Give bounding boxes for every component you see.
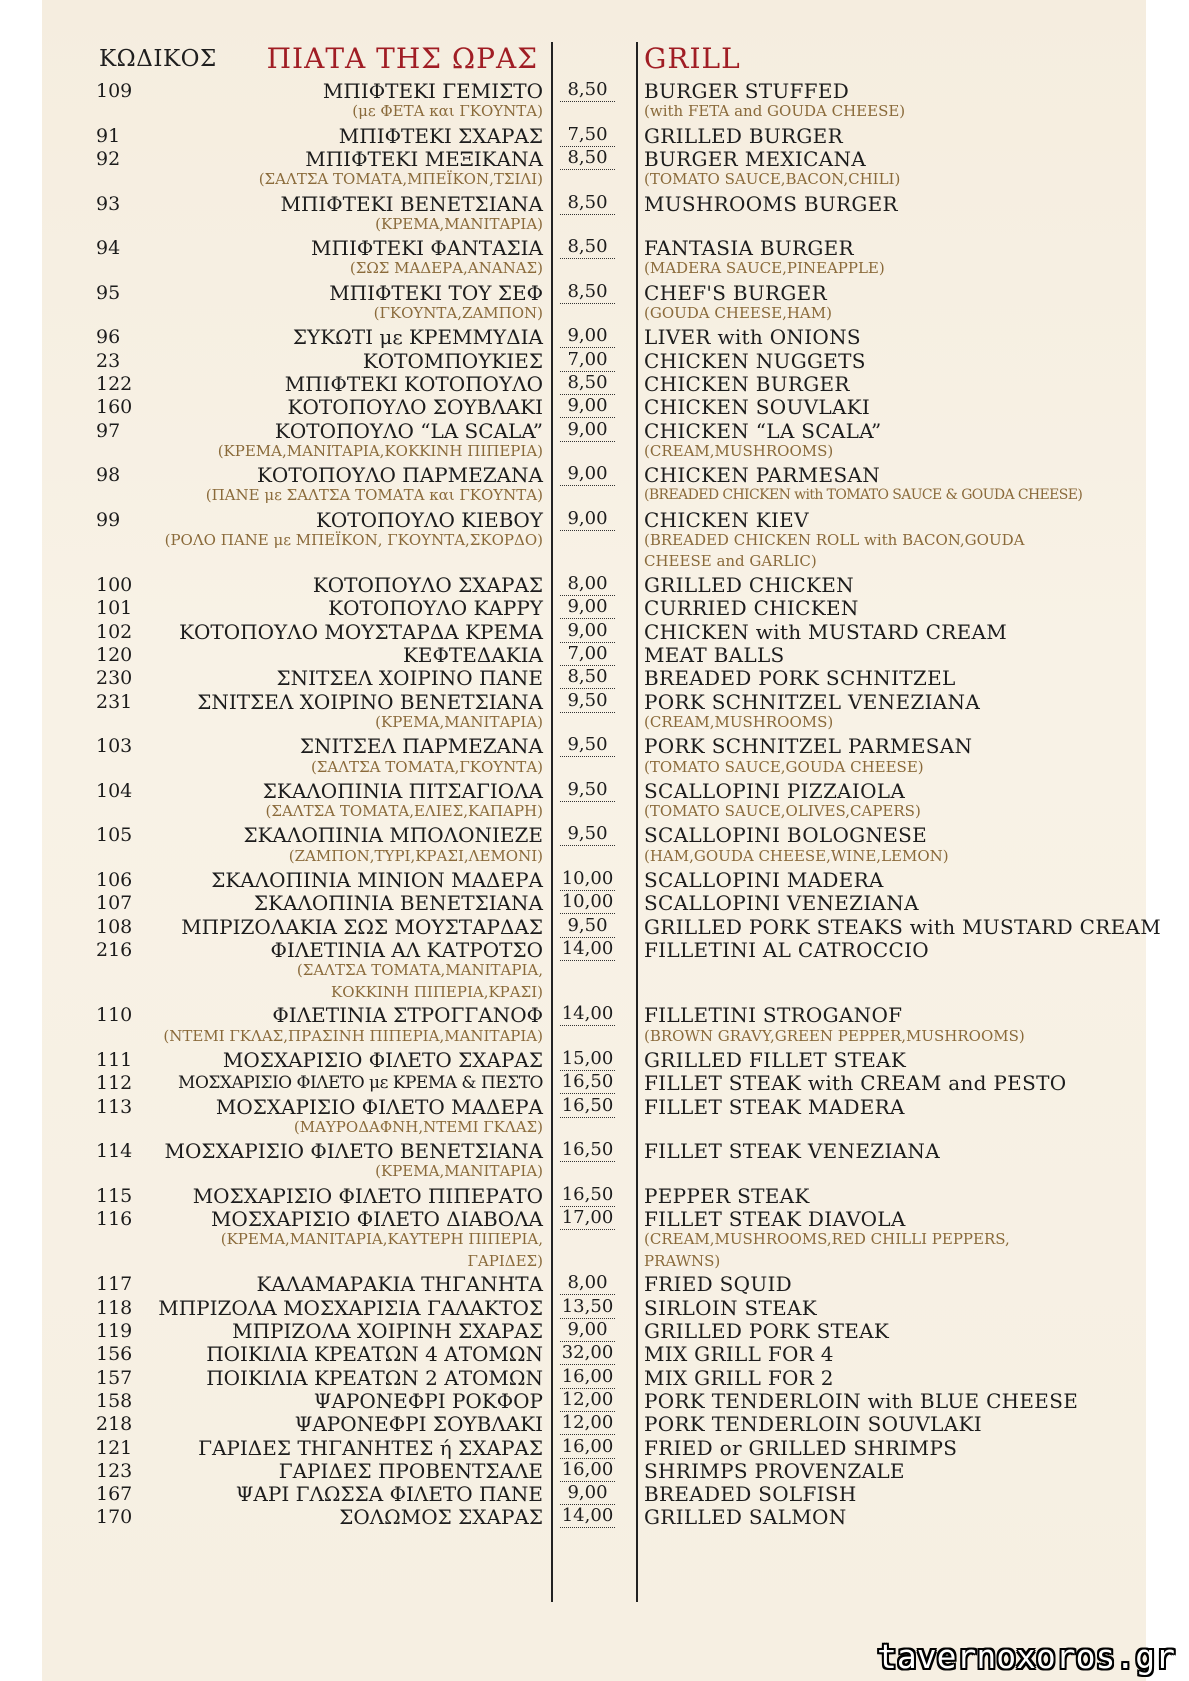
item-price: 32,00	[561, 1342, 614, 1364]
item-name-english: GRILLED BURGER	[644, 123, 843, 148]
item-name-english: FRIED or GRILLED SHRIMPS	[644, 1435, 958, 1460]
item-name-greek: ΜΠΡΙΖΟΛΑ ΧΟΙΡΙΝΗ ΣΧΑΡΑΣ	[232, 1319, 543, 1343]
menu-item-row	[0, 1071, 1189, 1095]
item-code: 119	[96, 1320, 133, 1342]
menu-item-row	[0, 938, 1189, 962]
item-price: 9,00	[560, 395, 615, 418]
menu-item-row	[0, 823, 1189, 847]
item-code: 23	[96, 349, 121, 372]
item-name-english: MIX GRILL FOR 4	[644, 1342, 834, 1367]
item-code: 121	[96, 1436, 133, 1459]
item-name-greek: ΚΟΤΟΜΠΟΥΚΙΕΣ	[362, 348, 543, 373]
item-price: 9,00	[560, 419, 615, 442]
item-name-english: BURGER STUFFED	[644, 79, 850, 103]
item-note-greek: (ΓΚΟΥΝΤΑ,ΖΑΜΠΟΝ)	[373, 304, 543, 322]
item-price: 14,00	[561, 937, 614, 959]
item-price: 15,00	[561, 1047, 614, 1069]
item-name-greek: ΜΟΣΧΑΡΙΣΙΟ ΦΙΛΕΤΟ με ΚΡΕΜΑ & ΠΕΣΤΟ	[178, 1073, 543, 1094]
menu-item-row	[0, 1412, 1189, 1436]
item-name-english: GRILLED SALMON	[644, 1505, 847, 1530]
item-price: 8,50	[560, 281, 615, 304]
item-price: 8,00	[560, 573, 615, 596]
item-note-row	[0, 530, 1189, 550]
item-name-english: CHEF'S BURGER	[644, 280, 827, 305]
item-name-english: LIVER with ONIONS	[644, 325, 861, 350]
item-note-english: (GOUDA CHEESE,HAM)	[644, 304, 832, 322]
item-code: 107	[96, 892, 133, 915]
menu-item-row	[0, 1272, 1189, 1296]
item-name-english: SCALLOPINI VENEZIANA	[644, 891, 919, 916]
item-code: 120	[96, 644, 133, 666]
item-name-greek: ΜΟΣΧΑΡΙΣΙΟ ΦΙΛΕΤΟ ΠΙΠΕΡΑΤΟ	[192, 1183, 543, 1208]
menu-item-row	[0, 779, 1189, 803]
item-price: 8,50	[560, 372, 615, 395]
item-price: 16,00	[561, 1365, 614, 1387]
item-note-greek: (ΝΤΕΜΙ ΓΚΛΑΣ,ΠΡΑΣΙΝΗ ΠΙΠΕΡΙΑ,ΜΑΝΙΤΑΡΙΑ)	[163, 1026, 543, 1045]
item-price: 8,50	[560, 236, 615, 259]
item-price: 7,00	[560, 643, 615, 666]
item-name-greek: ΣΝΙΤΣΕΛ ΠΑΡΜΕΖΑΝΑ	[299, 734, 543, 759]
item-name-greek: ΜΠΙΦΤΕΚΙ ΓΕΜΙΣΤΟ	[322, 79, 543, 103]
item-name-english: CHICKEN NUGGETS	[644, 348, 866, 373]
item-name-english: BURGER MEXICANA	[644, 146, 867, 171]
item-note-greek: (ΚΡΕΜΑ,ΜΑΝΙΤΑΡΙΑ,ΚΟΚΚΙΝΗ ΠΙΠΕΡΙΑ)	[217, 441, 543, 460]
item-price: 16,50	[561, 1071, 614, 1093]
menu-item-row	[0, 573, 1189, 597]
item-name-greek: ΚΟΤΟΠΟΥΛΟ ΜΟΥΣΤΑΡΔΑ ΚΡΕΜΑ	[179, 619, 543, 644]
item-name-greek: ΜΟΣΧΑΡΙΣΙΟ ΦΙΛΕΤΟ ΒΕΝΕΤΣΙΑΝΑ	[164, 1139, 543, 1164]
item-price: 9,00	[560, 463, 615, 486]
item-code: 114	[96, 1140, 133, 1163]
item-note-english: (CREAM,MUSHROOMS,RED CHILLI PEPPERS,	[644, 1230, 1010, 1249]
item-code: 216	[96, 938, 133, 961]
item-price: 9,50	[560, 690, 615, 713]
item-name-greek: ΓΑΡΙΔΕΣ ΤΗΓΑΝΗΤΕΣ ή ΣΧΑΡΑΣ	[198, 1435, 543, 1460]
menu-item-row	[0, 891, 1189, 915]
item-code: 156	[96, 1343, 133, 1366]
item-name-greek: ΠΟΙΚΙΛΙΑ ΚΡΕΑΤΩΝ 2 ΑΤΟΜΩΝ	[206, 1365, 543, 1390]
item-note-greek: (ΣΑΛΤΣΑ ΤΟΜΑΤΑ,ΕΛΙΕΣ,ΚΑΠΑΡΗ)	[265, 802, 543, 821]
item-name-greek: ΜΠΙΦΤΕΚΙ ΒΕΝΕΤΣΙΑΝΑ	[280, 191, 543, 216]
item-name-english: PORK TENDERLOIN with BLUE CHEESE	[644, 1388, 1079, 1413]
menu-item-row	[0, 349, 1189, 373]
item-note-greek: (ΡΟΛΟ ΠΑΝΕ με ΜΠΕΪΚΟΝ, ΓΚΟΥΝΤΑ,ΣΚΟΡΔΟ)	[164, 531, 543, 549]
item-price: 9,00	[560, 1319, 615, 1342]
item-name-english: SCALLOPINI BOLOGNESE	[644, 823, 928, 848]
item-note-greek: (ΚΡΕΜΑ,ΜΑΝΙΤΑΡΙΑ)	[375, 712, 543, 731]
item-name-english: CHICKEN with MUSTARD CREAM	[644, 619, 1007, 644]
item-name-greek: ΦΙΛΕΤΙΝΙΑ ΣΤΡΟΓΓΑΝΟΦ	[272, 1003, 543, 1028]
item-code: 109	[96, 80, 133, 102]
menu-item-row	[0, 325, 1189, 349]
item-price: 9,50	[560, 779, 615, 802]
item-note-english: (with FETA and GOUDA CHEESE)	[644, 102, 906, 121]
item-name-english: MIX GRILL FOR 2	[644, 1365, 834, 1390]
item-name-greek: ΠΟΙΚΙΛΙΑ ΚΡΕΑΤΩΝ 4 ΑΤΟΜΩΝ	[206, 1342, 543, 1367]
item-name-greek: ΚΟΤΟΠΟΥΛΟ ΣΧΑΡΑΣ	[312, 573, 543, 598]
item-name-english: FILLETINI STROGANOF	[644, 1003, 903, 1028]
item-note-row	[0, 846, 1189, 866]
item-price: 10,00	[561, 868, 614, 889]
item-note-row	[0, 169, 1189, 189]
item-code: 101	[96, 597, 133, 620]
item-note-english: (TOMATO SAUCE,BACON,CHILI)	[644, 170, 901, 189]
menu-item-row	[0, 666, 1189, 690]
code-column-header: ΚΩΔΙΚΟΣ	[99, 46, 217, 72]
item-name-greek: ΜΠΙΦΤΕΚΙ ΣΧΑΡΑΣ	[338, 123, 543, 148]
menu-item-row	[0, 372, 1189, 396]
item-code: 116	[96, 1208, 133, 1230]
greek-section-title: ΠΙΑΤΑ ΤΗΣ ΩΡΑΣ	[266, 42, 538, 75]
item-name-english: FILLET STEAK with CREAM and PESTO	[644, 1071, 1067, 1096]
item-name-english: CHICKEN PARMESAN	[644, 463, 880, 488]
item-note-greek: ΓΑΡΙΔΕΣ)	[467, 1251, 543, 1270]
item-name-greek: ΣΚΑΛΟΠΙΝΙΑ ΜΙΝΙΟΝ ΜΑΔΕΡΑ	[211, 868, 543, 892]
menu-item-row	[0, 124, 1189, 148]
item-code: 97	[96, 419, 121, 442]
item-name-greek: ΣΚΑΛΟΠΙΝΙΑ ΠΙΤΣΑΓΙΟΛΑ	[262, 778, 543, 803]
item-note-greek: (ΖΑΜΠΟΝ,ΤΥΡΙ,ΚΡΑΣΙ,ΛΕΜΟΝΙ)	[288, 846, 543, 865]
item-name-greek: ΚΟΤΟΠΟΥΛΟ ΚΙΕΒΟΥ	[315, 507, 543, 532]
item-code: 170	[96, 1506, 133, 1529]
item-code: 157	[96, 1366, 133, 1389]
item-name-english: BREADED SOLFISH	[644, 1482, 857, 1507]
menu-item-row	[0, 147, 1189, 171]
item-name-english: GRILLED PORK STEAK	[644, 1319, 890, 1343]
item-code: 108	[96, 915, 133, 938]
item-code: 102	[96, 620, 133, 643]
item-price: 9,50	[560, 823, 615, 846]
item-note-english: (HAM,GOUDA CHEESE,WINE,LEMON)	[644, 846, 949, 865]
item-name-english: FILLET STEAK MADERA	[644, 1094, 905, 1119]
item-note-english: (BREADED CHICKEN with TOMATO SAUCE & GOUDA CHEESE)	[644, 487, 1083, 504]
menu-item-row	[0, 620, 1189, 644]
item-note-greek: (ΚΡΕΜΑ,ΜΑΝΙΤΑΡΙΑ)	[375, 1162, 543, 1181]
item-name-english: FANTASIA BURGER	[644, 236, 854, 261]
item-name-greek: ΜΟΣΧΑΡΙΣΙΟ ΦΙΛΕΤΟ ΜΑΔΕΡΑ	[215, 1094, 543, 1119]
item-price: 10,00	[561, 891, 614, 913]
item-name-english: CHICKEN BURGER	[644, 371, 850, 396]
item-price: 9,00	[560, 508, 615, 531]
menu-item-row	[0, 1207, 1189, 1231]
item-note-english: (BROWN GRAVY,GREEN PEPPER,MUSHROOMS)	[644, 1026, 1025, 1045]
item-code: 103	[96, 735, 133, 758]
menu-item-row	[0, 690, 1189, 714]
item-note-greek: (ΣΑΛΤΣΑ ΤΟΜΑΤΑ,ΓΚΟΥΝΤΑ)	[310, 757, 543, 776]
item-name-english: MEAT BALLS	[644, 643, 785, 667]
item-note-row	[0, 960, 1189, 980]
item-price: 16,00	[561, 1435, 614, 1457]
item-note-row	[0, 982, 1189, 1002]
watermark: tavernoxoros.gr	[876, 1637, 1175, 1676]
item-name-english: MUSHROOMS BURGER	[644, 191, 898, 216]
item-name-english: FRIED SQUID	[644, 1272, 793, 1297]
item-name-english: PORK SCHNITZEL PARMESAN	[644, 734, 973, 759]
item-name-english: PEPPER STEAK	[644, 1183, 810, 1208]
item-code: 95	[96, 281, 121, 304]
item-price: 9,00	[560, 596, 615, 619]
item-note-row	[0, 1251, 1189, 1271]
item-name-greek: ΚΟΤΟΠΟΥΛΟ ΠΑΡΜΕΖΑΝΑ	[256, 463, 543, 488]
menu-item-row	[0, 1139, 1189, 1163]
item-note-english: CHEESE and GARLIC)	[644, 552, 817, 571]
item-code: 231	[96, 690, 133, 713]
item-name-english: CHICKEN SOUVLAKI	[644, 395, 871, 420]
item-code: 99	[96, 508, 121, 531]
item-price: 16,50	[561, 1094, 614, 1116]
item-code: 123	[96, 1459, 133, 1482]
item-note-greek: (ΠΑΝΕ με ΣΑΛΤΣΑ ΤΟΜΑΤΑ και ΓΚΟΥΝΤΑ)	[205, 486, 543, 505]
item-note-row	[0, 1117, 1189, 1137]
item-note-english: (CREAM,MUSHROOMS)	[644, 712, 834, 731]
item-name-greek: ΚΕΦΤΕΔΑΚΙΑ	[402, 643, 543, 667]
item-name-greek: ΨΑΡΟΝΕΦΡΙ ΣΟΥΒΛΑΚΙ	[294, 1412, 543, 1437]
item-name-greek: ΜΟΣΧΑΡΙΣΙΟ ΦΙΛΕΤΟ ΔΙΑΒΟΛΑ	[210, 1207, 543, 1231]
item-name-english: SCALLOPINI MADERA	[644, 868, 884, 892]
item-price: 16,50	[561, 1139, 614, 1161]
menu-item-row	[0, 1366, 1189, 1390]
item-code: 158	[96, 1389, 133, 1412]
item-name-greek: ΜΠΙΦΤΕΚΙ ΦΑΝΤΑΣΙΑ	[311, 236, 543, 261]
item-name-english: FILLET STEAK VENEZIANA	[644, 1139, 940, 1164]
item-name-english: SHRIMPS PROVENZALE	[644, 1458, 905, 1483]
item-name-english: BREADED PORK SCHNITZEL	[644, 666, 956, 691]
item-code: 218	[96, 1413, 133, 1436]
item-note-row	[0, 303, 1189, 323]
item-code: 160	[96, 396, 133, 419]
menu-item-row	[0, 868, 1189, 892]
item-note-greek: (ΣΑΛΤΣΑ ΤΟΜΑΤΑ,ΜΠΕΪΚΟΝ,ΤΣΙΛΙ)	[258, 170, 543, 189]
menu-item-row	[0, 643, 1189, 667]
item-name-greek: ΦΙΛΕΤΙΝΙΑ ΑΛ ΚΑΤΡΟΤΣΟ	[270, 937, 543, 962]
menu-item-row	[0, 915, 1189, 939]
menu-item-row	[0, 236, 1189, 260]
item-note-row	[0, 214, 1189, 234]
item-name-greek: ΣΝΙΤΣΕΛ ΧΟΙΡΙΝΟ ΠΑΝΕ	[276, 666, 543, 691]
item-note-english: (CREAM,MUSHROOMS)	[644, 441, 834, 460]
item-name-english: GRILLED PORK STEAKS with MUSTARD CREAM	[644, 914, 1162, 939]
item-code: 92	[96, 147, 121, 170]
item-name-greek: ΜΟΣΧΑΡΙΣΙΟ ΦΙΛΕΤΟ ΣΧΑΡΑΣ	[222, 1047, 543, 1072]
item-name-english: SIRLOIN STEAK	[644, 1295, 818, 1320]
item-name-greek: ΚΟΤΟΠΟΥΛΟ ΚΑΡΡΥ	[328, 596, 543, 621]
item-name-english: FILLETINI AL CATROCCIO	[644, 937, 929, 962]
item-note-greek: (ΜΑΥΡΟΔΑΦΝΗ,ΝΤΕΜΙ ΓΚΛΑΣ)	[293, 1117, 543, 1136]
item-note-row	[0, 712, 1189, 732]
item-name-english: CHICKEN KIEV	[644, 507, 809, 532]
menu-item-row	[0, 734, 1189, 758]
item-name-english: PORK SCHNITZEL VENEZIANA	[644, 689, 981, 714]
menu-item-row	[0, 463, 1189, 487]
item-price: 9,00	[560, 1482, 615, 1505]
item-name-greek: ΓΑΡΙΔΕΣ ΠΡΟΒΕΝΤΣΑΛΕ	[278, 1458, 543, 1483]
item-code: 94	[96, 237, 121, 260]
item-price: 9,00	[560, 620, 615, 643]
menu-item-row	[0, 79, 1189, 103]
item-name-english: CHICKEN “LA SCALA”	[644, 418, 882, 443]
item-note-row	[0, 258, 1189, 278]
menu-item-row	[0, 596, 1189, 620]
item-code: 117	[96, 1273, 133, 1296]
item-code: 112	[96, 1072, 133, 1095]
item-name-greek: ΣΚΑΛΟΠΙΝΙΑ ΒΕΝΕΤΣΙΑΝΑ	[253, 891, 543, 916]
item-name-english: FILLET STEAK DIAVOLA	[644, 1207, 906, 1231]
item-price: 14,00	[561, 1003, 614, 1025]
item-name-english: GRILLED CHICKEN	[644, 573, 854, 598]
item-note-row	[0, 101, 1189, 121]
item-code: 100	[96, 574, 133, 597]
item-name-greek: ΨΑΡΙ ΓΛΩΣΣΑ ΦΙΛΕΤΟ ΠΑΝΕ	[235, 1482, 543, 1507]
item-note-row	[0, 757, 1189, 777]
item-price: 8,50	[560, 147, 615, 170]
item-price: 14,00	[561, 1505, 614, 1527]
item-name-greek: ΚΟΤΟΠΟΥΛΟ ΣΟΥΒΛΑΚΙ	[287, 395, 543, 420]
item-price: 17,00	[561, 1207, 614, 1228]
menu-item-row	[0, 1459, 1189, 1483]
item-note-english: PRAWNS)	[644, 1251, 721, 1270]
item-name-greek: ΜΠΡΙΖΟΛΑ ΜΟΣΧΑΡΙΣΙΑ ΓΑΛΑΚΤΟΣ	[158, 1295, 543, 1320]
menu-item-row	[0, 1296, 1189, 1320]
item-note-row	[0, 441, 1189, 461]
item-code: 104	[96, 779, 133, 802]
menu-item-row	[0, 508, 1189, 532]
item-code: 96	[96, 326, 121, 349]
menu-item-row	[0, 1436, 1189, 1460]
item-note-row	[0, 1161, 1189, 1181]
item-code: 110	[96, 1004, 133, 1027]
english-section-title: GRILL	[644, 42, 741, 75]
item-price: 13,50	[561, 1295, 614, 1317]
menu-item-row	[0, 1003, 1189, 1027]
item-name-greek: ΜΠΙΦΤΕΚΙ ΤΟΥ ΣΕΦ	[329, 280, 543, 305]
item-note-row	[0, 801, 1189, 821]
item-price: 9,50	[560, 915, 615, 938]
item-price: 8,50	[560, 79, 615, 102]
item-price: 8,00	[560, 1272, 615, 1295]
menu-item-row	[0, 1342, 1189, 1366]
menu-item-row	[0, 192, 1189, 216]
item-name-greek: ΣΚΑΛΟΠΙΝΙΑ ΜΠΟΛΟΝΙΕΖΕ	[243, 823, 543, 848]
item-price: 9,00	[560, 325, 615, 348]
item-name-greek: ΜΠΡΙΖΟΛΑΚΙΑ ΣΩΣ ΜΟΥΣΤΑΡΔΑΣ	[181, 914, 543, 939]
item-name-greek: ΣΟΛΩΜΟΣ ΣΧΑΡΑΣ	[339, 1505, 543, 1530]
item-code: 105	[96, 824, 133, 847]
item-code: 115	[96, 1184, 133, 1207]
item-name-english: CURRIED CHICKEN	[644, 596, 859, 621]
item-note-greek: (ΣΩΣ ΜΑΔΕΡΑ,ΑΝΑΝΑΣ)	[349, 259, 543, 278]
item-name-greek: ΜΠΙΦΤΕΚΙ ΚΟΤΟΠΟΥΛΟ	[284, 371, 543, 396]
menu-item-row	[0, 1482, 1189, 1506]
item-note-greek: (με ΦΕΤΑ και ΓΚΟΥΝΤΑ)	[352, 102, 543, 121]
item-price: 12,00	[561, 1412, 614, 1434]
item-price: 7,50	[560, 124, 615, 147]
item-note-english: (MADERA SAUCE,PINEAPPLE)	[644, 259, 885, 278]
item-note-greek: (ΣΑΛΤΣΑ ΤΟΜΑΤΑ,ΜΑΝΙΤΑΡΙΑ,	[296, 961, 543, 980]
item-name-greek: ΣΥΚΩΤΙ με ΚΡΕΜΜΥΔΙΑ	[292, 325, 543, 350]
item-note-greek: (ΚΡΕΜΑ,ΜΑΝΙΤΑΡΙΑ,ΚΑΥΤΕΡΗ ΠΙΠΕΡΙΑ,	[220, 1230, 543, 1249]
item-code: 167	[96, 1483, 133, 1506]
item-name-greek: ΚΟΤΟΠΟΥΛΟ “LA SCALA”	[274, 418, 543, 443]
menu-item-row	[0, 1389, 1189, 1413]
menu-item-row	[0, 395, 1189, 419]
item-price: 12,00	[561, 1388, 614, 1410]
item-note-english: (BREADED CHICKEN ROLL with BACON,GOUDA	[644, 531, 1025, 549]
item-code: 230	[96, 667, 133, 690]
item-name-greek: ΚΑΛΑΜΑΡΑΚΙΑ ΤΗΓΑΝΗΤΑ	[256, 1272, 543, 1297]
item-code: 91	[96, 124, 121, 147]
menu-item-row	[0, 1505, 1189, 1529]
item-price: 16,00	[561, 1458, 614, 1480]
item-code: 118	[96, 1296, 133, 1319]
item-name-greek: ΣΝΙΤΣΕΛ ΧΟΙΡΙΝΟ ΒΕΝΕΤΣΙΑΝΑ	[197, 689, 543, 714]
item-name-greek: ΜΠΙΦΤΕΚΙ ΜΕΞΙΚΑΝΑ	[305, 146, 543, 171]
item-price: 8,50	[560, 666, 615, 689]
menu-item-row	[0, 419, 1189, 443]
item-name-english: GRILLED FILLET STEAK	[644, 1047, 907, 1072]
item-price: 8,50	[560, 192, 615, 215]
item-price: 7,00	[560, 349, 615, 372]
item-note-english: (TOMATO SAUCE,GOUDA CHEESE)	[644, 757, 924, 776]
menu-item-row	[0, 1319, 1189, 1343]
item-code: 111	[96, 1048, 133, 1071]
item-price: 16,50	[561, 1183, 614, 1205]
item-price: 9,50	[560, 734, 615, 757]
item-name-english: PORK TENDERLOIN SOUVLAKI	[644, 1412, 982, 1437]
item-code: 93	[96, 192, 121, 215]
item-name-english: SCALLOPINI PIZZAIOLA	[644, 778, 906, 803]
item-note-row	[0, 485, 1189, 505]
item-note-greek: ΚΟΚΚΙΝΗ ΠΙΠΕΡΙΑ,ΚΡΑΣΙ)	[331, 982, 543, 1001]
menu-item-row	[0, 1184, 1189, 1208]
item-name-greek: ΨΑΡΟΝΕΦΡΙ ΡΟΚΦΟΡ	[313, 1388, 543, 1413]
item-note-greek: (ΚΡΕΜΑ,ΜΑΝΙΤΑΡΙΑ)	[375, 214, 543, 233]
item-code: 98	[96, 464, 121, 487]
menu-item-row	[0, 1048, 1189, 1072]
item-note-row	[0, 551, 1189, 571]
menu-item-row	[0, 281, 1189, 305]
item-code: 106	[96, 869, 133, 891]
item-code: 113	[96, 1095, 133, 1118]
item-note-row	[0, 1229, 1189, 1249]
menu-item-row	[0, 1095, 1189, 1119]
item-code: 122	[96, 372, 133, 395]
item-note-english: (TOMATO SAUCE,OLIVES,CAPERS)	[644, 802, 921, 821]
item-note-row	[0, 1026, 1189, 1046]
